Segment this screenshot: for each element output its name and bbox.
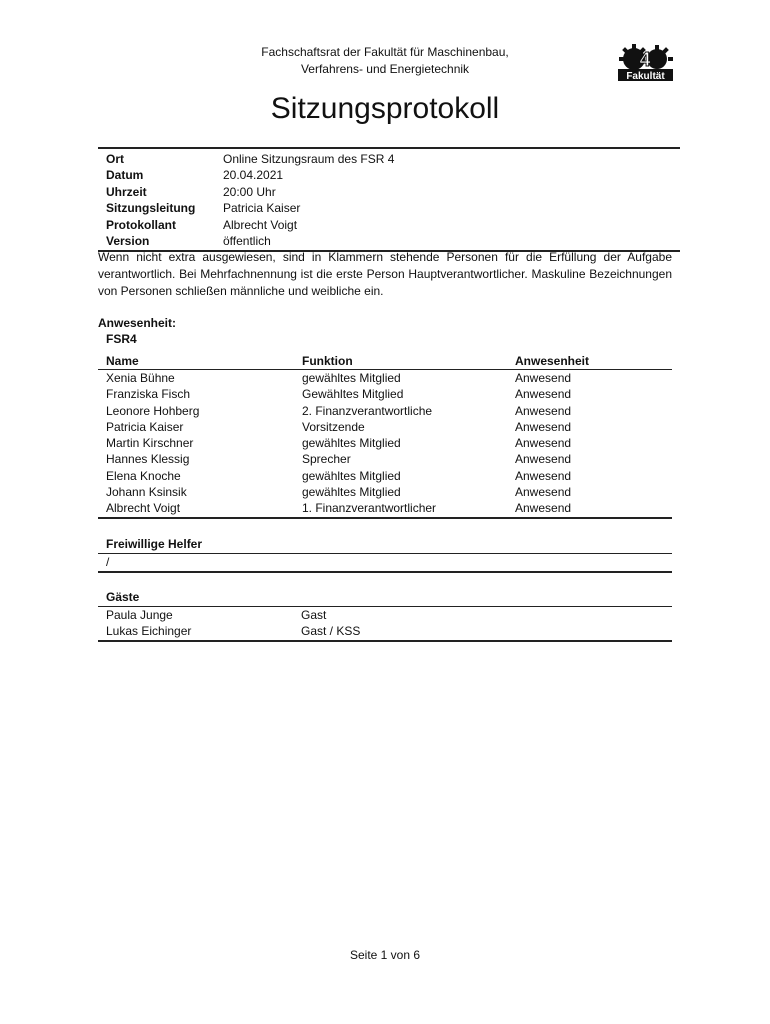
guests-table-body bbox=[98, 607, 672, 642]
faculty-logo bbox=[614, 42, 676, 82]
meta-key: Datum bbox=[106, 168, 144, 183]
helpers-value: / bbox=[98, 554, 672, 573]
cell-anwesenheit: Anwesend bbox=[515, 403, 572, 418]
helpers-label: Freiwillige Helfer bbox=[98, 536, 672, 554]
attendance-group-label: FSR4 bbox=[106, 332, 137, 346]
guest-role: Gast / KSS bbox=[301, 624, 361, 639]
table-row bbox=[98, 403, 672, 419]
guest-role: Gast bbox=[301, 608, 327, 622]
meta-row-protokollant bbox=[98, 217, 680, 233]
attendance-table-header bbox=[98, 353, 672, 370]
table-row bbox=[98, 370, 672, 386]
cell-funktion: gewähltes Mitglied bbox=[302, 485, 401, 500]
table-row bbox=[98, 419, 672, 435]
meta-key: Uhrzeit bbox=[106, 184, 147, 199]
cell-name: Martin Kirschner bbox=[106, 436, 194, 451]
meta-key: Version bbox=[106, 233, 150, 248]
meta-value: 20:00 Uhr bbox=[223, 184, 276, 199]
meta-row-datum bbox=[98, 167, 680, 183]
meta-key: Ort bbox=[106, 152, 124, 166]
column-header-anwesenheit: Anwesenheit bbox=[515, 354, 590, 368]
cell-anwesenheit: Anwesend bbox=[515, 485, 572, 500]
meta-table bbox=[98, 147, 680, 252]
logo-text: Fakultät bbox=[626, 71, 665, 82]
meta-value: Online Sitzungsraum des FSR 4 bbox=[223, 152, 395, 166]
guests-table bbox=[98, 589, 672, 642]
cell-name: Xenia Bühne bbox=[106, 371, 175, 385]
cell-anwesenheit: Anwesend bbox=[515, 419, 572, 434]
table-row bbox=[98, 484, 672, 500]
cell-anwesenheit: Anwesend bbox=[515, 371, 572, 385]
cell-name: Albrecht Voigt bbox=[106, 501, 181, 516]
guest-name: Paula Junge bbox=[106, 608, 173, 622]
meta-key: Protokollant bbox=[106, 217, 177, 232]
responsibility-note: Wenn nicht extra ausgewiesen, sind in Klammern stehende Personen für die Erfüllung der Aufgabe verantwortlich. Bei Mehrfachnennung ist die erste Person Hauptverantwortlicher. Maskuline Bezeichnungen von Personen schließen männliche und weibliche ein. bbox=[98, 250, 672, 298]
cell-funktion: gewähltes Mitglied bbox=[302, 371, 401, 385]
cell-funktion: 1. Finanzverantwortlicher bbox=[302, 501, 437, 516]
cell-funktion: gewähltes Mitglied bbox=[302, 468, 401, 483]
cell-funktion: Vorsitzende bbox=[302, 419, 365, 434]
meta-value: Albrecht Voigt bbox=[223, 217, 298, 232]
cell-name: Elena Knoche bbox=[106, 468, 181, 483]
cell-anwesenheit: Anwesend bbox=[515, 468, 572, 483]
cell-name: Franziska Fisch bbox=[106, 387, 191, 402]
cell-name: Hannes Klessig bbox=[106, 452, 190, 467]
cell-funktion: Sprecher bbox=[302, 452, 351, 467]
column-header-name: Name bbox=[106, 354, 139, 368]
meta-row-version bbox=[98, 233, 680, 249]
meta-row-uhrzeit bbox=[98, 184, 680, 200]
cell-anwesenheit: Anwesend bbox=[515, 436, 572, 451]
logo-number: 4 bbox=[639, 49, 651, 71]
meta-row-ort bbox=[98, 151, 680, 167]
guests-label: Gäste bbox=[98, 589, 672, 607]
cell-name: Patricia Kaiser bbox=[106, 419, 184, 434]
helpers-table bbox=[98, 536, 672, 573]
cell-funktion: Gewähltes Mitglied bbox=[302, 387, 404, 402]
meta-value: 20.04.2021 bbox=[223, 168, 284, 183]
cell-anwesenheit: Anwesend bbox=[515, 452, 572, 467]
guest-name: Lukas Eichinger bbox=[106, 624, 192, 639]
attendance-table-body bbox=[98, 370, 672, 519]
table-row bbox=[98, 500, 672, 516]
attendance-table bbox=[98, 353, 672, 519]
page-number: Seite 1 von 6 bbox=[349, 948, 421, 962]
faculty-header bbox=[200, 44, 570, 78]
faculty-header-line2: Verfahrens- und Energietechnik bbox=[300, 62, 470, 76]
attendance-label: Anwesenheit: bbox=[98, 316, 177, 330]
table-row bbox=[98, 623, 672, 639]
table-row bbox=[98, 451, 672, 467]
meta-row-sitzungsleitung bbox=[98, 200, 680, 216]
meta-key: Sitzungsleitung bbox=[106, 201, 196, 216]
cell-anwesenheit: Anwesend bbox=[515, 501, 572, 516]
page-title: Sitzungsprotokoll bbox=[270, 92, 500, 125]
table-row bbox=[98, 468, 672, 484]
table-row bbox=[98, 607, 672, 623]
faculty-header-line1: Fachschaftsrat der Fakultät für Maschinenbau, bbox=[261, 45, 509, 59]
cell-funktion: gewähltes Mitglied bbox=[302, 436, 401, 451]
meta-value: Patricia Kaiser bbox=[223, 201, 301, 216]
table-row bbox=[98, 435, 672, 451]
cell-funktion: 2. Finanzverantwortliche bbox=[302, 403, 433, 418]
column-header-funktion: Funktion bbox=[302, 354, 353, 368]
cell-name: Johann Ksinsik bbox=[106, 485, 187, 500]
meta-value: öffentlich bbox=[223, 233, 271, 248]
cell-anwesenheit: Anwesend bbox=[515, 387, 572, 402]
cell-name: Leonore Hohberg bbox=[106, 403, 200, 418]
table-row bbox=[98, 386, 672, 402]
